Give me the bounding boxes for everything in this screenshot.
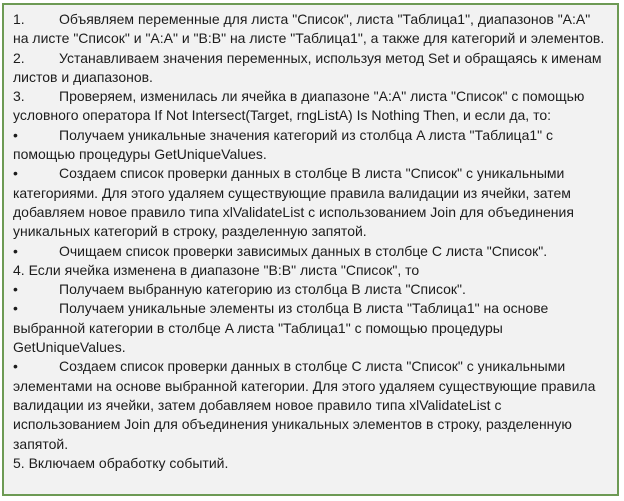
paragraph-step-4 bbox=[13, 261, 609, 280]
paragraph-text: Получаем уникальные элементы из столбца B листа "Таблица1" на основе выбранной категории в столбце A листа "Таблица1" с помощью процедуры GetUniqueValues. bbox=[13, 300, 549, 356]
paragraph-text: 5. Включаем обработку событий. bbox=[13, 454, 229, 471]
bullet-marker: • bbox=[13, 165, 18, 182]
paragraph-text: Проверяем, изменилась ли ячейка в диапазоне "A:A" листа "Список" с помощью условного оператора If Not Intersect(Target, rngListA) Is Nothing Then, и если да, то: bbox=[13, 88, 585, 124]
bullet-marker: • bbox=[13, 300, 18, 317]
paragraph-text: Создаем список проверки данных в столбце B листа "Список" с уникальными категориями. Для этого удаляем существующие правила валидации из ячейки, затем добавляем новое правило типа xlValidateList с использованием Join для объединения уникальных категорий в строку, разделенную запятой. bbox=[13, 165, 574, 240]
paragraph-bullet bbox=[13, 242, 609, 261]
paragraph-bullet bbox=[13, 164, 609, 241]
list-marker: 3. bbox=[13, 88, 25, 105]
paragraph-text: Очищаем список проверки зависимых данных в столбце C листа "Список". bbox=[59, 242, 548, 259]
paragraph-text: Получаем уникальные значения категорий из столбца A листа "Таблица1" с помощью процедуры GetUniqueValues. bbox=[13, 126, 554, 163]
paragraph-text: 4. Если ячейка изменена в диапазоне "B:B" листа "Список", то bbox=[13, 261, 420, 278]
paragraph-step-5 bbox=[13, 454, 609, 473]
paragraph-text: Устанавливаем значения переменных, используя метод Set и обращаясь к именам листов и диапазонов. bbox=[13, 49, 602, 85]
paragraph-bullet bbox=[13, 357, 609, 453]
paragraph-step-2 bbox=[13, 49, 609, 88]
paragraph-bullet bbox=[13, 280, 609, 299]
paragraph-text: Получаем выбранную категорию из столбца B листа "Список". bbox=[59, 281, 466, 298]
paragraph-bullet bbox=[13, 299, 609, 357]
bullet-marker: • bbox=[13, 281, 18, 298]
bullet-marker: • bbox=[13, 126, 18, 143]
paragraph-bullet bbox=[13, 126, 609, 165]
paragraph-step-3 bbox=[13, 87, 609, 126]
bullet-marker: • bbox=[13, 358, 18, 375]
paragraph-text: Объявляем переменные для листа "Список", листа "Таблица1", диапазонов "A:A" на листе "Список" и "A:A" и "B:B" на листе "Таблица1", а также для категорий и элементов. bbox=[13, 11, 605, 47]
instructions-text-box bbox=[2, 3, 619, 496]
paragraph-text: Создаем список проверки данных в столбце C листа "Список" с уникальными элементами на основе выбранной категории. Для этого удаляем существующие правила валидации из ячейки, затем добавляем новое правило типа xlValidateList с использованием Join для объединения уникальных элементов в строку, разделенную запятой. bbox=[13, 358, 596, 452]
list-marker: 2. bbox=[13, 49, 25, 66]
paragraph-step-1 bbox=[13, 10, 609, 49]
list-marker: 1. bbox=[13, 11, 25, 27]
bullet-marker: • bbox=[13, 242, 18, 259]
